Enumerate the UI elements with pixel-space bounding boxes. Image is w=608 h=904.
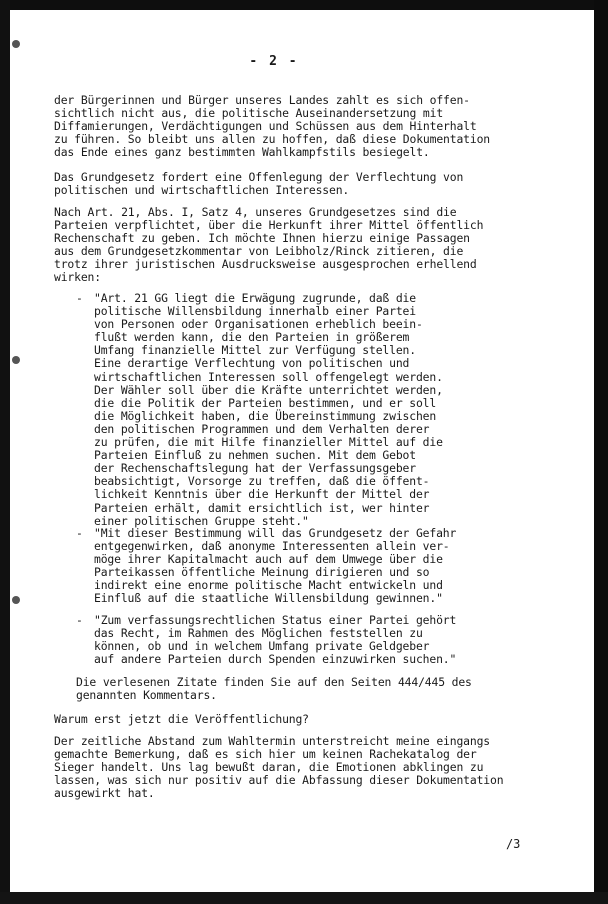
continuation-marker: /3 — [506, 837, 521, 851]
paragraph-grundgesetz — [54, 171, 574, 197]
text-line: Einfluß auf die staatliche Willensbildung gewinnen." — [94, 591, 443, 606]
text-line: zu führen. So bleibt uns allen zu hoffen, daß diese Dokumentation — [54, 132, 491, 147]
text-line: aus dem Grundgesetzkommentar von Leibholz/Rinck zitieren, die — [54, 244, 464, 259]
text-line: möge ihrer Kapitalmacht auch auf dem Umwege über die — [94, 552, 443, 567]
text-line: wirken: — [54, 270, 101, 285]
scan-border-bottom — [0, 892, 608, 904]
text-line: "Mit dieser Bestimmung will das Grundgesetz der Gefahr — [94, 526, 457, 540]
text-line: gemachte Bemerkung, daß es sich hier um keinen Rachekatalog der — [54, 747, 477, 762]
text-line: auf andere Parteien durch Spenden einzuwirken suchen." — [94, 652, 457, 667]
quote-block-2 — [76, 526, 574, 606]
text-line: Die verlesenen Zitate finden Sie auf den Seiten 444/445 des — [76, 675, 472, 689]
text-line: der Rechenschaftslegung hat der Verfassungsgeber — [94, 461, 416, 476]
text-line: Rechenschaft zu geben. Ich möchte Ihnen hierzu einige Passagen — [54, 231, 470, 246]
quote-dash: - — [76, 613, 83, 627]
text-line: wirtschaftlichen Interessen soll offengelegt werden. — [94, 369, 443, 384]
text-line: Warum erst jetzt die Veröffentlichung? — [54, 712, 309, 726]
text-line: Sieger handelt. Uns lag bewußt daran, die Emotionen abklingen zu — [54, 760, 484, 775]
quote-block-3 — [76, 613, 574, 667]
text-line: lassen, was sich nur positiv auf die Abfassung dieser Dokumentation — [54, 773, 504, 788]
quote-dash: - — [76, 291, 83, 305]
scan-border-top — [0, 0, 608, 10]
text-line: den politischen Programmen und dem Verhalten derer — [94, 421, 430, 436]
punch-hole-bottom — [12, 596, 20, 604]
text-line: trotz ihrer juristischen Ausdrucksweise ausgesprochen erhellend — [54, 257, 477, 272]
paragraph-citation — [76, 676, 574, 702]
text-line: Diffamierungen, Verdächtigungen und Schüssen aus dem Hinterhalt — [54, 119, 477, 134]
text-line: sichtlich nicht aus, die politische Auseinandersetzung mit — [54, 106, 444, 121]
paragraph-timing — [54, 735, 574, 800]
text-line: "Zum verfassungsrechtlichen Status einer Partei gehört — [94, 613, 457, 627]
text-line: der Bürgerinnen und Bürger unseres Landes zahlt es sich offen- — [54, 93, 470, 107]
text-line: politischen und wirtschaftlichen Interessen. — [54, 183, 350, 198]
text-line: Parteien erhält, damit ersichtlich ist, wer hinter — [94, 500, 430, 515]
text-line: das Ende eines ganz bestimmten Wahlkampfstils besiegelt. — [54, 145, 430, 160]
text-line: Der Wähler soll über die Kräfte unterrichtet werden, — [94, 382, 443, 397]
text-line: Das Grundgesetz fordert eine Offenlegung der Verflechtung von — [54, 170, 464, 184]
quote-dash: - — [76, 526, 83, 540]
text-line: indirekt eine enorme politische Macht entwickeln und — [94, 578, 443, 593]
scan-border-left — [0, 0, 10, 904]
text-line: Nach Art. 21, Abs. I, Satz 4, unseres Grundgesetzes sind die — [54, 205, 457, 219]
text-line: können, ob und in welchem Umfang private Geldgeber — [94, 639, 430, 654]
text-line: Eine derartige Verflechtung von politischen und — [94, 356, 410, 371]
text-line: "Art. 21 GG liegt die Erwägung zugrunde, daß die — [94, 291, 416, 305]
page-number: - 2 - — [249, 54, 299, 69]
punch-hole-top — [12, 40, 20, 48]
paragraph-article-21 — [54, 206, 574, 285]
text-line: Parteikassen öffentliche Meinung dirigieren und so — [94, 565, 430, 580]
text-line: die Möglichkeit haben, die Übereinstimmung zwischen — [94, 408, 437, 423]
text-line: Parteien Einfluß zu nehmen suchen. Mit dem Gebot — [94, 448, 416, 463]
text-line: flußt werden kann, die den Parteien in größerem — [94, 330, 410, 345]
punch-hole-middle — [12, 356, 20, 364]
text-line: lichkeit Kenntnis über die Herkunft der Mittel der — [94, 487, 430, 502]
scan-border-right — [594, 0, 608, 904]
section-question — [54, 713, 574, 726]
text-line: einer politischen Gruppe steht." — [94, 513, 309, 528]
text-line: entgegenwirken, daß anonyme Interessenten allein ver- — [94, 539, 450, 554]
paragraph-intro — [54, 94, 574, 159]
text-line: Parteien verpflichtet, über die Herkunft ihrer Mittel öffentlich — [54, 218, 484, 233]
text-line: ausgewirkt hat. — [54, 786, 155, 801]
text-line: die die Politik der Parteien bestimmen, und er soll — [94, 395, 437, 410]
text-line: politische Willensbildung innerhalb einer Partei — [94, 304, 416, 319]
text-line: Der zeitliche Abstand zum Wahltermin unterstreicht meine eingangs — [54, 734, 491, 748]
text-line: zu prüfen, die mit Hilfe finanzieller Mittel auf die — [94, 435, 443, 450]
text-line: das Recht, im Rahmen des Möglichen feststellen zu — [94, 626, 423, 641]
text-line: Umfang finanzielle Mittel zur Verfügung stellen. — [94, 343, 416, 358]
text-line: von Personen oder Organisationen erheblich beein- — [94, 317, 423, 332]
text-line: genannten Kommentars. — [76, 688, 217, 703]
quote-block-1 — [76, 291, 574, 528]
text-line: beabsichtigt, Vorsorge zu treffen, daß die öffent- — [94, 474, 430, 489]
